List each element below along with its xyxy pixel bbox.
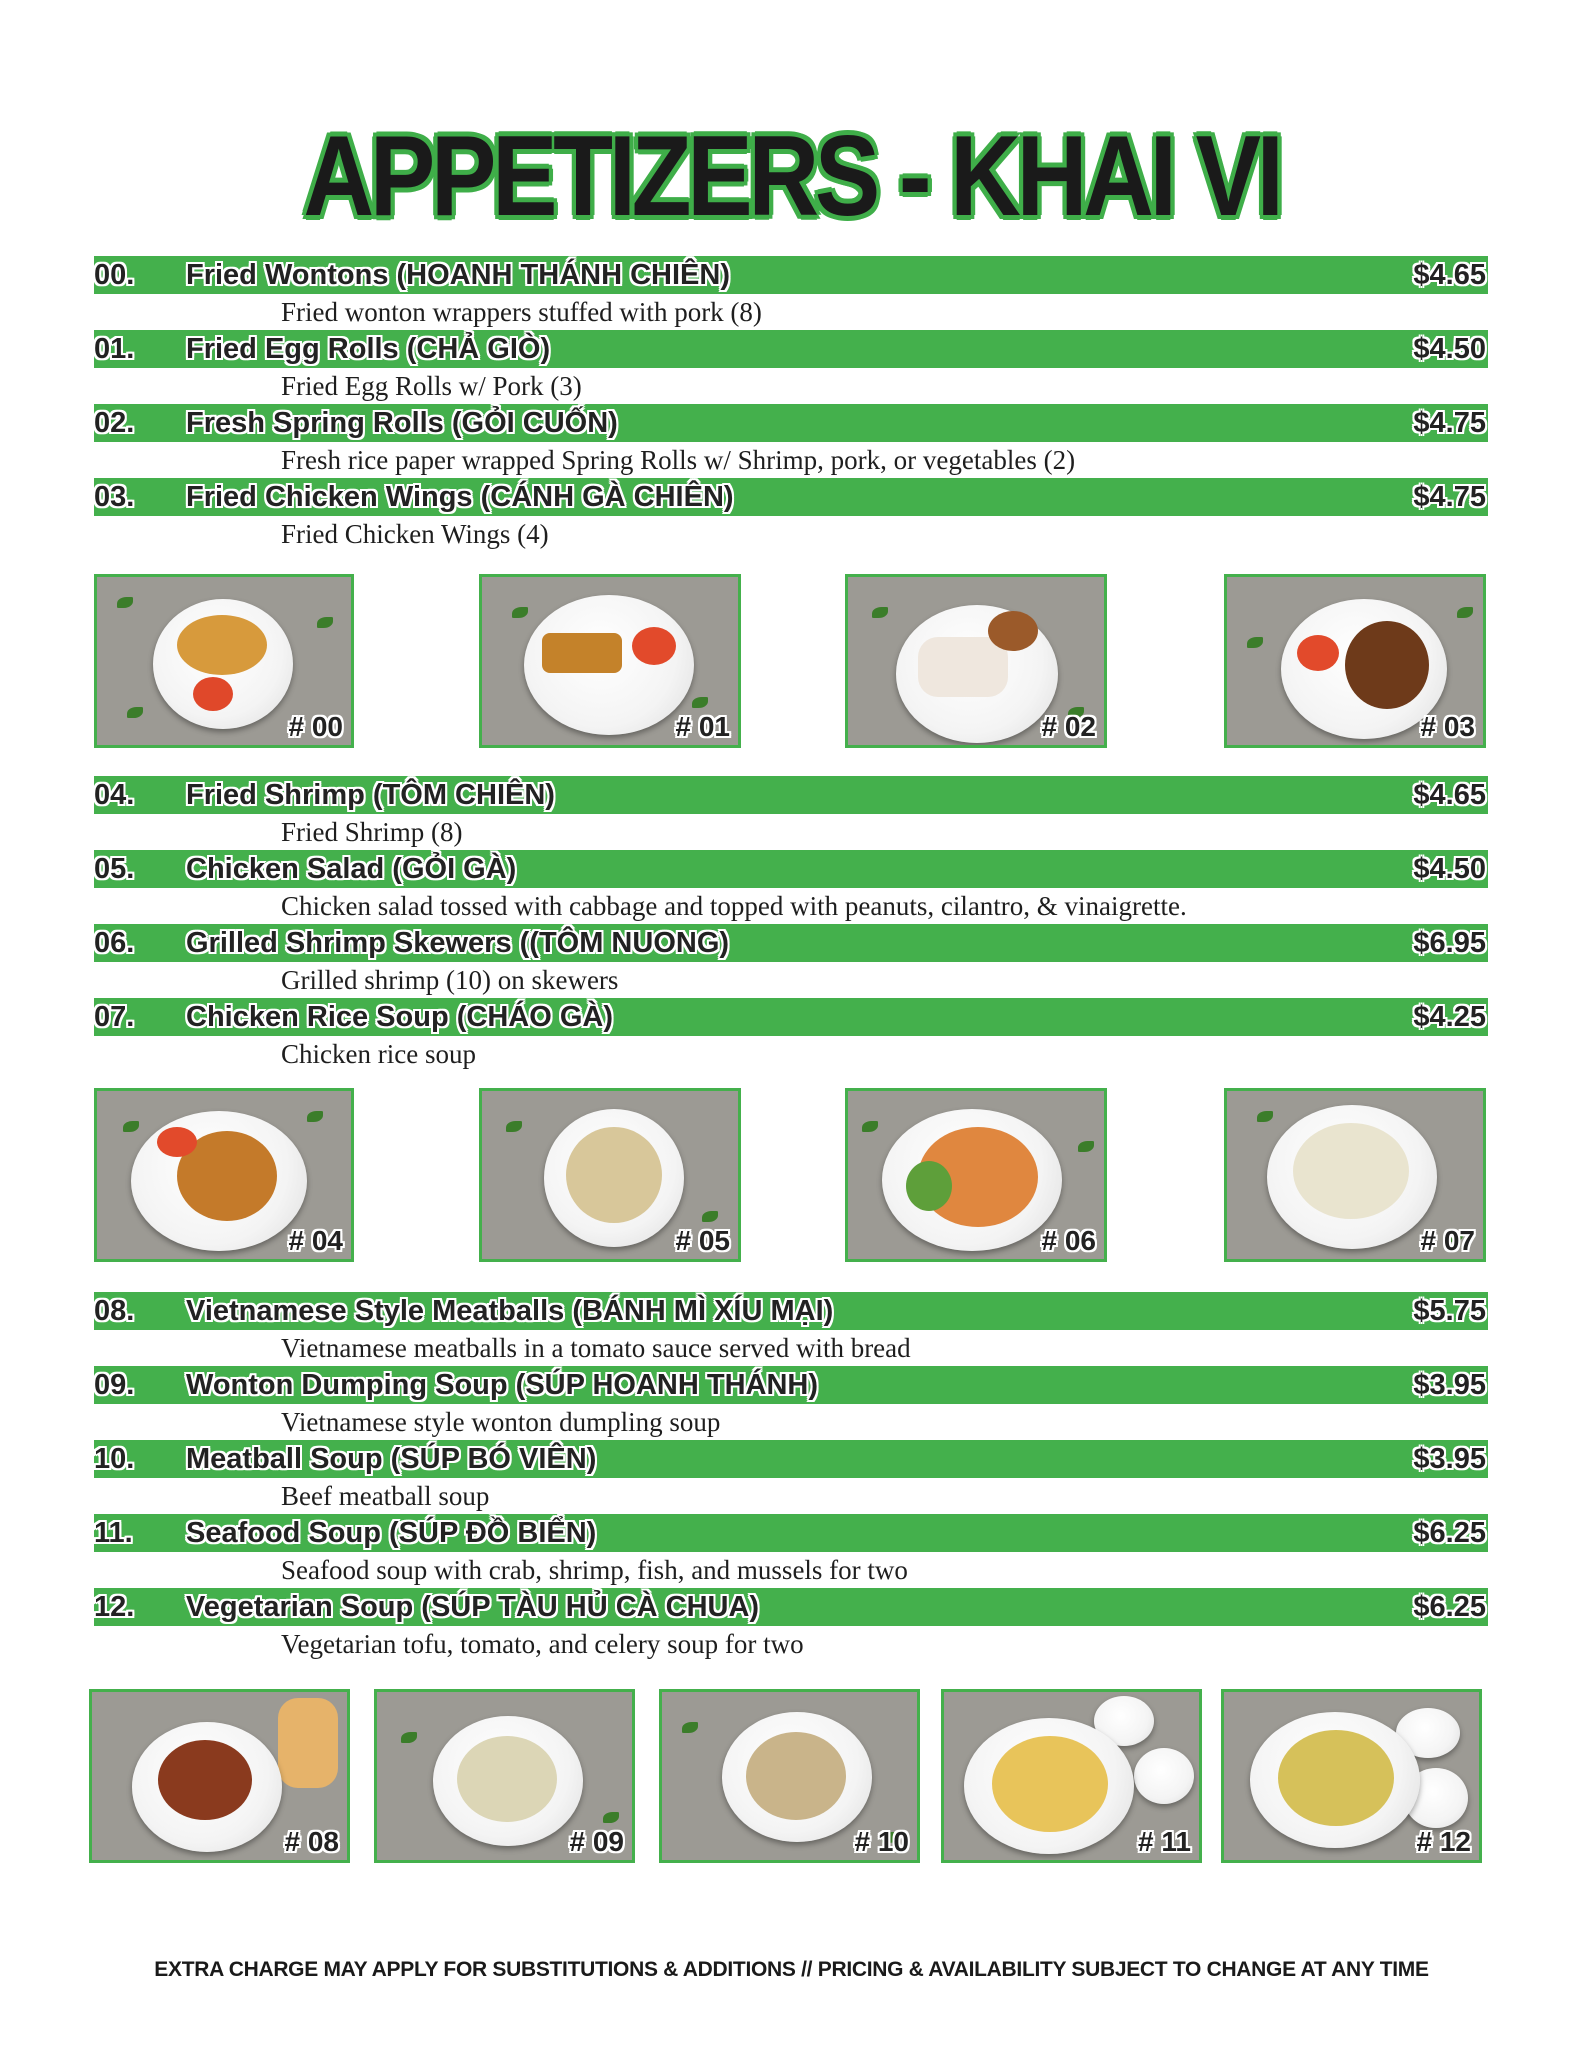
footer-note: EXTRA CHARGE MAY APPLY FOR SUBSTITUTIONS & ADDITIONS // PRICING & AVAILABILITY SUBJECT TO CHANGE AT ANY TIME (154, 1958, 1429, 1981)
food-photo-03 (1224, 574, 1486, 748)
item-price: $4.65 (1413, 259, 1486, 291)
item-number: 05. (94, 853, 135, 885)
photo-label: # 03 (1420, 711, 1475, 742)
item-price: $4.50 (1413, 333, 1486, 365)
photo-label: # 06 (1041, 1225, 1096, 1256)
item-description: Fried Shrimp (8) (281, 817, 463, 847)
menu-item-11 (94, 1514, 1488, 1552)
item-name: Vietnamese Style Meatballs (BÁNH MÌ XÍU MẠI) (186, 1295, 834, 1327)
item-price: $3.95 (1413, 1443, 1486, 1475)
photo-label: # 12 (1416, 1826, 1471, 1857)
photo-label: # 04 (288, 1225, 343, 1256)
item-number: 09. (94, 1369, 135, 1401)
item-description: Fried Egg Rolls w/ Pork (3) (281, 371, 582, 401)
item-price: $6.95 (1413, 927, 1486, 959)
item-price: $5.75 (1413, 1295, 1486, 1327)
item-price: $4.75 (1413, 481, 1486, 513)
item-price: $6.25 (1413, 1591, 1486, 1623)
item-description: Chicken salad tossed with cabbage and topped with peanuts, cilantro, & vinaigrette. (281, 891, 1187, 921)
item-name: Seafood Soup (SÚP ĐỒ BIỂN) (186, 1517, 597, 1549)
item-price: $4.50 (1413, 853, 1486, 885)
item-number: 00. (94, 259, 135, 291)
photo-label: # 02 (1041, 711, 1096, 742)
food-photo-01 (479, 574, 741, 748)
item-description: Grilled shrimp (10) on skewers (281, 965, 619, 995)
photo-label: # 00 (288, 711, 343, 742)
item-number: 03. (94, 481, 135, 513)
photo-label: # 09 (569, 1826, 624, 1857)
menu-item-08 (94, 1292, 1488, 1330)
item-description: Fresh rice paper wrapped Spring Rolls w/ Shrimp, pork, or vegetables (2) (281, 445, 1076, 475)
item-name: Fried Egg Rolls (CHẢ GIÒ) (186, 333, 551, 365)
item-name: Grilled Shrimp Skewers ((TÔM NUONG) (186, 927, 730, 959)
menu-item-03 (94, 478, 1488, 516)
item-price: $6.25 (1413, 1517, 1486, 1549)
item-name: Fried Shrimp (TÔM CHIÊN) (186, 779, 555, 811)
food-photo-05 (479, 1088, 741, 1262)
item-description: Seafood soup with crab, shrimp, fish, and mussels for two (281, 1555, 908, 1585)
item-name: Fried Wontons (HOANH THÁNH CHIÊN) (186, 259, 730, 291)
item-description: Vegetarian tofu, tomato, and celery soup for two (281, 1629, 804, 1659)
photo-label: # 01 (675, 711, 730, 742)
food-photo-09 (374, 1689, 635, 1863)
menu-item-10 (94, 1440, 1488, 1478)
item-description: Chicken rice soup (281, 1039, 476, 1069)
item-name: Meatball Soup (SÚP BÓ VIÊN) (186, 1443, 597, 1475)
food-photo-12 (1221, 1689, 1482, 1863)
item-number: 01. (94, 333, 135, 365)
item-number: 08. (94, 1295, 135, 1327)
food-photo-02 (845, 574, 1107, 748)
item-price: $3.95 (1413, 1369, 1486, 1401)
food-photo-10 (659, 1689, 920, 1863)
item-number: 12. (94, 1591, 135, 1623)
item-name: Wonton Dumping Soup (SÚP HOANH THÁNH) (186, 1369, 819, 1401)
menu-item-06 (94, 924, 1488, 962)
item-number: 06. (94, 927, 135, 959)
menu-item-01 (94, 330, 1488, 368)
item-name: Chicken Salad (GỎI GÀ) (186, 853, 517, 885)
item-name: Fresh Spring Rolls (GỎI CUỐN) (186, 407, 618, 439)
item-price: $4.75 (1413, 407, 1486, 439)
item-description: Fried Chicken Wings (4) (281, 519, 549, 549)
menu-item-05 (94, 850, 1488, 888)
item-name: Chicken Rice Soup (CHÁO GÀ) (186, 1001, 613, 1033)
menu-item-02 (94, 404, 1488, 442)
photo-label: # 10 (854, 1826, 909, 1857)
item-price: $4.65 (1413, 779, 1486, 811)
item-name: Fried Chicken Wings (CÁNH GÀ CHIÊN) (186, 481, 734, 513)
photo-label: # 11 (1138, 1826, 1191, 1857)
item-number: 04. (94, 779, 135, 811)
food-photo-00 (94, 574, 354, 748)
item-description: Beef meatball soup (281, 1481, 490, 1511)
food-photo-06 (845, 1088, 1107, 1262)
photo-label: # 08 (284, 1826, 339, 1857)
food-photo-04 (94, 1088, 354, 1262)
food-photo-11 (941, 1689, 1202, 1863)
menu-item-00 (94, 256, 1488, 294)
page-title: APPETIZERS - KHAI VI (303, 113, 1280, 240)
item-number: 07. (94, 1001, 135, 1033)
photo-label: # 07 (1420, 1225, 1475, 1256)
menu-item-07 (94, 998, 1488, 1036)
item-number: 11. (94, 1517, 133, 1549)
item-price: $4.25 (1413, 1001, 1486, 1033)
menu-item-09 (94, 1366, 1488, 1404)
item-description: Vietnamese meatballs in a tomato sauce served with bread (281, 1333, 911, 1363)
menu-item-04 (94, 776, 1488, 814)
item-number: 10. (94, 1443, 135, 1475)
food-photo-07 (1224, 1088, 1486, 1262)
menu-item-12 (94, 1588, 1488, 1626)
item-number: 02. (94, 407, 135, 439)
item-description: Fried wonton wrappers stuffed with pork (8) (281, 297, 762, 327)
item-name: Vegetarian Soup (SÚP TÀU HỦ CÀ CHUA) (186, 1591, 760, 1623)
item-description: Vietnamese style wonton dumpling soup (281, 1407, 721, 1437)
photo-label: # 05 (675, 1225, 730, 1256)
food-photo-08 (89, 1689, 350, 1863)
